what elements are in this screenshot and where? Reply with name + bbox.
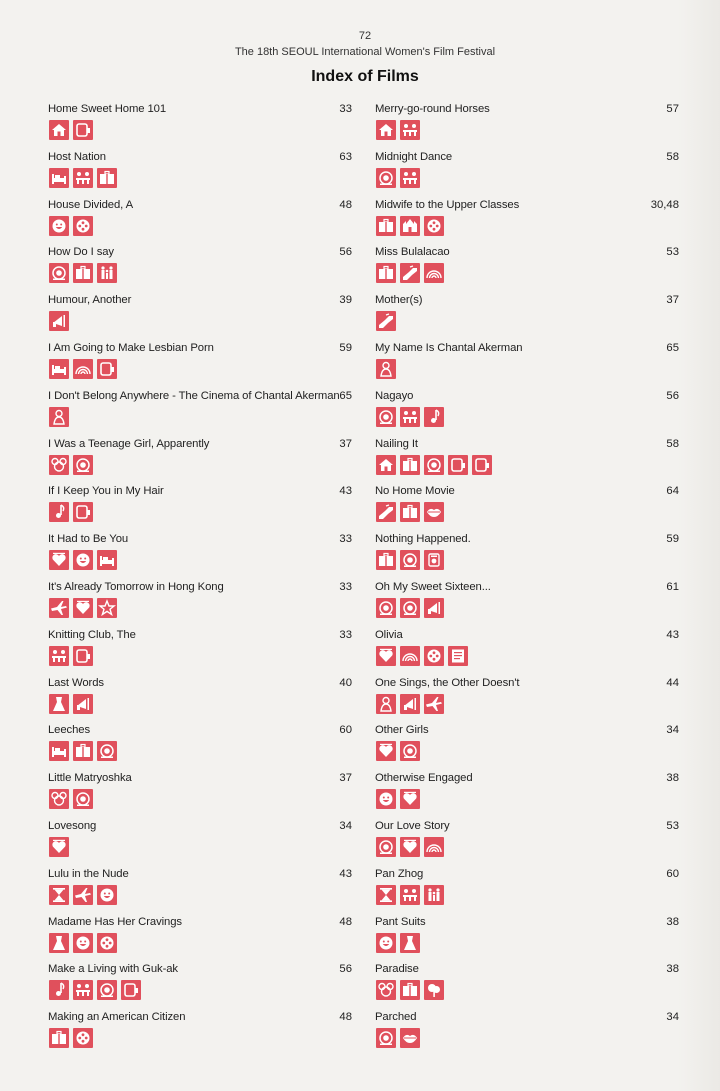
star-icon <box>97 598 117 618</box>
film-title: Little Matryoshka <box>48 772 132 785</box>
meeting-icon <box>73 168 93 188</box>
film-title: No Home Movie <box>375 485 455 498</box>
fist-icon <box>376 502 396 522</box>
film-page-number: 56 <box>666 389 679 402</box>
bed-icon <box>97 550 117 570</box>
rainbow-icon <box>424 263 444 283</box>
category-icons <box>376 980 444 1000</box>
film-page-number: 43 <box>339 485 352 498</box>
heart-icon <box>49 837 69 857</box>
film-entry <box>48 103 352 151</box>
category-icons <box>376 311 396 331</box>
film-page-number: 63 <box>339 150 352 163</box>
mouse-ears-icon <box>376 980 396 1000</box>
film-entry <box>375 342 679 390</box>
film-entry <box>48 772 352 820</box>
woman-icon <box>376 694 396 714</box>
film-reel-icon <box>424 646 444 666</box>
plane-icon <box>73 885 93 905</box>
film-title: One Sings, the Other Doesn't <box>375 676 520 689</box>
hourglass-icon <box>376 885 396 905</box>
film-page-number: 65 <box>339 389 352 402</box>
film-page-number: 38 <box>666 772 679 785</box>
heart-icon <box>49 550 69 570</box>
film-title: Knitting Club, The <box>48 628 136 641</box>
suitcase-icon <box>376 263 396 283</box>
eye-icon <box>97 741 117 761</box>
festival-name: The 18th SEOUL International Women's Film Festival <box>234 46 496 58</box>
film-page-number: 37 <box>339 772 352 785</box>
smile-icon <box>376 933 396 953</box>
film-title: Lovesong <box>48 819 97 832</box>
family-icon <box>97 263 117 283</box>
category-icons <box>376 455 492 475</box>
meeting-icon <box>400 168 420 188</box>
film-title: It's Already Tomorrow in Hong Kong <box>48 580 224 593</box>
heart-icon <box>400 837 420 857</box>
megaphone-icon <box>400 694 420 714</box>
smile-icon <box>73 933 93 953</box>
film-reel-icon <box>424 216 444 236</box>
film-entry <box>375 868 679 916</box>
meeting-icon <box>73 980 93 1000</box>
lips-icon <box>400 1028 420 1048</box>
meeting-icon <box>49 646 69 666</box>
film-entry <box>375 103 679 151</box>
film-entry <box>48 724 352 772</box>
film-title: Home Sweet Home 101 <box>48 103 167 115</box>
eye-icon <box>73 455 93 475</box>
rainbow-icon <box>424 837 444 857</box>
category-icons <box>376 933 420 953</box>
film-reel-icon <box>73 1028 93 1048</box>
film-entry <box>48 820 352 868</box>
bed-icon <box>49 741 69 761</box>
film-page-number: 38 <box>666 915 679 928</box>
film-page-number: 53 <box>666 246 679 259</box>
film-page-number: 56 <box>339 246 352 259</box>
film-entry <box>48 294 352 342</box>
film-page-number: 34 <box>339 819 352 832</box>
suitcase-icon <box>73 741 93 761</box>
category-icons <box>376 646 468 666</box>
film-entry <box>375 772 679 820</box>
house-icon <box>376 120 396 140</box>
category-icons <box>376 550 444 570</box>
category-icons <box>376 168 420 188</box>
suitcase-icon <box>376 550 396 570</box>
smile-icon <box>376 789 396 809</box>
category-icons <box>376 694 444 714</box>
rainbow-icon <box>400 646 420 666</box>
meeting-icon <box>400 885 420 905</box>
film-entry <box>375 916 679 964</box>
film-title: Nailing It <box>375 437 418 450</box>
house-icon <box>376 455 396 475</box>
eye-icon <box>376 168 396 188</box>
film-entry <box>48 438 352 486</box>
film-title: Pant Suits <box>375 915 426 928</box>
film-page-number: 39 <box>339 294 352 307</box>
film-entry <box>375 820 679 868</box>
film-reel-icon <box>73 216 93 236</box>
film-page-number: 37 <box>339 437 352 450</box>
film-entry <box>375 438 679 486</box>
mouse-ears-icon <box>49 455 69 475</box>
film-page-number: 44 <box>666 676 679 689</box>
film-page-number: 60 <box>666 867 679 880</box>
category-icons <box>49 1028 93 1048</box>
film-entry <box>48 916 352 964</box>
eye-icon <box>376 407 396 427</box>
film-entry <box>48 390 352 438</box>
page-title: Index of Films <box>311 68 419 85</box>
film-title: Nothing Happened. <box>375 533 471 546</box>
film-entry <box>48 199 352 247</box>
film-title: Paradise <box>375 963 419 976</box>
suitcase-icon <box>400 455 420 475</box>
eye-icon <box>376 837 396 857</box>
film-entry <box>375 199 679 247</box>
rainbow-icon <box>73 359 93 379</box>
film-page-number: 33 <box>339 533 352 546</box>
woman-icon <box>376 359 396 379</box>
smile-icon <box>97 885 117 905</box>
meeting-icon <box>400 120 420 140</box>
family-icon <box>424 885 444 905</box>
category-icons <box>376 598 444 618</box>
bed-icon <box>49 168 69 188</box>
film-page-number: 33 <box>339 580 352 593</box>
film-title: I Was a Teenage Girl, Apparently <box>48 437 210 450</box>
film-page-number: 37 <box>666 294 679 307</box>
eye-icon <box>400 550 420 570</box>
heart-icon <box>400 789 420 809</box>
meeting-icon <box>400 407 420 427</box>
film-page-number: 65 <box>666 341 679 354</box>
music-note-icon <box>424 407 444 427</box>
film-entry <box>375 677 679 725</box>
category-icons <box>49 407 69 427</box>
film-entry <box>48 1011 352 1059</box>
film-page-number: 33 <box>339 103 352 115</box>
film-title: Madame Has Her Cravings <box>48 915 182 928</box>
category-icons <box>49 168 117 188</box>
film-page-number: 57 <box>666 103 679 115</box>
film-entry <box>375 533 679 581</box>
film-entry <box>375 629 679 677</box>
suitcase-icon <box>376 216 396 236</box>
film-page-number: 59 <box>666 533 679 546</box>
category-icons <box>49 646 93 666</box>
film-title: Miss Bulalacao <box>375 246 450 259</box>
megaphone-icon <box>73 694 93 714</box>
page-edge-shadow <box>678 0 720 1091</box>
megaphone-icon <box>49 311 69 331</box>
film-page-number: 59 <box>339 341 352 354</box>
category-icons <box>376 216 444 236</box>
film-reel-icon <box>97 933 117 953</box>
film-title: I Don't Belong Anywhere - The Cinema of Chantal Akerman <box>48 389 340 402</box>
category-icons <box>49 550 117 570</box>
suitcase-icon <box>73 263 93 283</box>
film-title: Humour, Another <box>48 294 132 307</box>
dress-icon <box>49 694 69 714</box>
camcorder-icon <box>448 455 468 475</box>
film-page-number: 60 <box>339 724 352 737</box>
film-page-number: 34 <box>666 724 679 737</box>
film-page-number: 34 <box>666 1011 679 1024</box>
film-title: Parched <box>375 1011 417 1024</box>
category-icons <box>49 837 69 857</box>
film-title: Nagayo <box>375 389 414 402</box>
category-icons <box>49 980 141 1000</box>
camcorder-icon <box>73 120 93 140</box>
category-icons <box>49 216 93 236</box>
film-title: It Had to Be You <box>48 533 129 546</box>
category-icons <box>49 120 93 140</box>
film-entry <box>48 485 352 533</box>
film-page-number: 64 <box>666 485 679 498</box>
category-icons <box>49 789 93 809</box>
film-page-number: 48 <box>339 198 352 211</box>
plane-icon <box>424 694 444 714</box>
film-entry <box>375 485 679 533</box>
category-icons <box>49 263 117 283</box>
film-title: Oh My Sweet Sixteen... <box>375 580 491 593</box>
eye-icon <box>97 980 117 1000</box>
film-entry <box>375 963 679 1011</box>
film-entry <box>48 677 352 725</box>
castle-icon <box>400 216 420 236</box>
eye-icon <box>400 598 420 618</box>
film-entry <box>375 724 679 772</box>
film-entry <box>375 151 679 199</box>
film-page-number: 43 <box>339 867 352 880</box>
film-title: Host Nation <box>48 150 106 163</box>
film-title: Olivia <box>375 628 403 641</box>
camcorder-icon <box>472 455 492 475</box>
category-icons <box>376 741 420 761</box>
film-title: Mother(s) <box>375 294 423 307</box>
suitcase-icon <box>49 1028 69 1048</box>
film-entry <box>48 581 352 629</box>
film-page-number: 48 <box>339 1011 352 1024</box>
category-icons <box>49 502 93 522</box>
film-title: Other Girls <box>375 724 429 737</box>
film-entry <box>48 533 352 581</box>
plane-icon <box>49 598 69 618</box>
film-title: Lulu in the Nude <box>48 867 129 880</box>
film-page-number: 53 <box>666 819 679 832</box>
category-icons <box>376 263 444 283</box>
film-entry <box>48 151 352 199</box>
film-page-number: 43 <box>666 628 679 641</box>
house-icon <box>49 120 69 140</box>
film-entry <box>375 1011 679 1059</box>
eye-icon <box>73 789 93 809</box>
mouse-ears-icon <box>49 789 69 809</box>
heart-icon <box>376 741 396 761</box>
category-icons <box>376 1028 420 1048</box>
film-page-number: 58 <box>666 437 679 450</box>
category-icons <box>376 789 420 809</box>
tree-icon <box>424 980 444 1000</box>
film-page-number: 56 <box>339 963 352 976</box>
film-title: Our Love Story <box>375 819 450 832</box>
category-icons <box>49 694 93 714</box>
film-entry <box>48 963 352 1011</box>
film-entry <box>48 629 352 677</box>
film-title: I Am Going to Make Lesbian Porn <box>48 341 214 354</box>
film-entry <box>375 390 679 438</box>
suitcase-icon <box>97 168 117 188</box>
film-page-number: 38 <box>666 963 679 976</box>
film-title: Make a Living with Guk-ak <box>48 963 178 976</box>
eye-icon <box>400 741 420 761</box>
camcorder-icon <box>73 646 93 666</box>
music-note-icon <box>49 980 69 1000</box>
film-title: Midwife to the Upper Classes <box>375 198 520 211</box>
film-title: Making an American Citizen <box>48 1011 186 1024</box>
category-icons <box>49 598 117 618</box>
bed-icon <box>49 359 69 379</box>
woman-icon <box>49 407 69 427</box>
book-icon <box>448 646 468 666</box>
left-column <box>48 103 352 1059</box>
eye-icon <box>376 1028 396 1048</box>
fist-icon <box>376 311 396 331</box>
film-title: Last Words <box>48 676 104 689</box>
category-icons <box>49 311 69 331</box>
film-page-number: 48 <box>339 915 352 928</box>
suitcase-icon <box>400 980 420 1000</box>
heart-icon <box>73 598 93 618</box>
dress-icon <box>400 933 420 953</box>
eye-icon <box>49 263 69 283</box>
film-entry <box>375 294 679 342</box>
heart-icon <box>376 646 396 666</box>
category-icons <box>376 120 420 140</box>
suitcase-icon <box>400 502 420 522</box>
film-title: If I Keep You in My Hair <box>48 485 164 498</box>
camcorder-icon <box>97 359 117 379</box>
smile-icon <box>49 216 69 236</box>
film-page-number: 40 <box>339 676 352 689</box>
film-title: Leeches <box>48 724 91 737</box>
film-title: Pan Zhog <box>375 867 424 880</box>
film-page-number: 61 <box>666 580 679 593</box>
category-icons <box>49 741 117 761</box>
category-icons <box>376 885 444 905</box>
film-entry <box>48 342 352 390</box>
camcorder-icon <box>121 980 141 1000</box>
film-entry <box>48 868 352 916</box>
eye-icon <box>424 455 444 475</box>
fist-icon <box>400 263 420 283</box>
film-entry <box>375 581 679 629</box>
category-icons <box>376 359 396 379</box>
category-icons <box>376 837 444 857</box>
film-title: Midnight Dance <box>375 150 453 163</box>
film-title: Merry-go-round Horses <box>375 103 490 115</box>
lips-icon <box>424 502 444 522</box>
category-icons <box>376 502 444 522</box>
phone-icon <box>424 550 444 570</box>
film-entry <box>48 246 352 294</box>
page-number: 72 <box>358 30 372 42</box>
film-page-number: 58 <box>666 150 679 163</box>
film-entry <box>375 246 679 294</box>
category-icons <box>49 359 117 379</box>
category-icons <box>49 933 117 953</box>
category-icons <box>376 407 444 427</box>
megaphone-icon <box>424 598 444 618</box>
smile-icon <box>73 550 93 570</box>
film-title: House Divided, A <box>48 198 134 211</box>
camcorder-icon <box>73 502 93 522</box>
film-title: Otherwise Engaged <box>375 772 473 785</box>
film-title: My Name Is Chantal Akerman <box>375 341 523 354</box>
film-title: How Do I say <box>48 246 114 259</box>
music-note-icon <box>49 502 69 522</box>
eye-icon <box>376 598 396 618</box>
right-column <box>375 103 679 1059</box>
film-page-number: 33 <box>339 628 352 641</box>
film-page-number: 30,48 <box>650 198 679 211</box>
hourglass-icon <box>49 885 69 905</box>
category-icons <box>49 885 117 905</box>
category-icons <box>49 455 93 475</box>
dress-icon <box>49 933 69 953</box>
